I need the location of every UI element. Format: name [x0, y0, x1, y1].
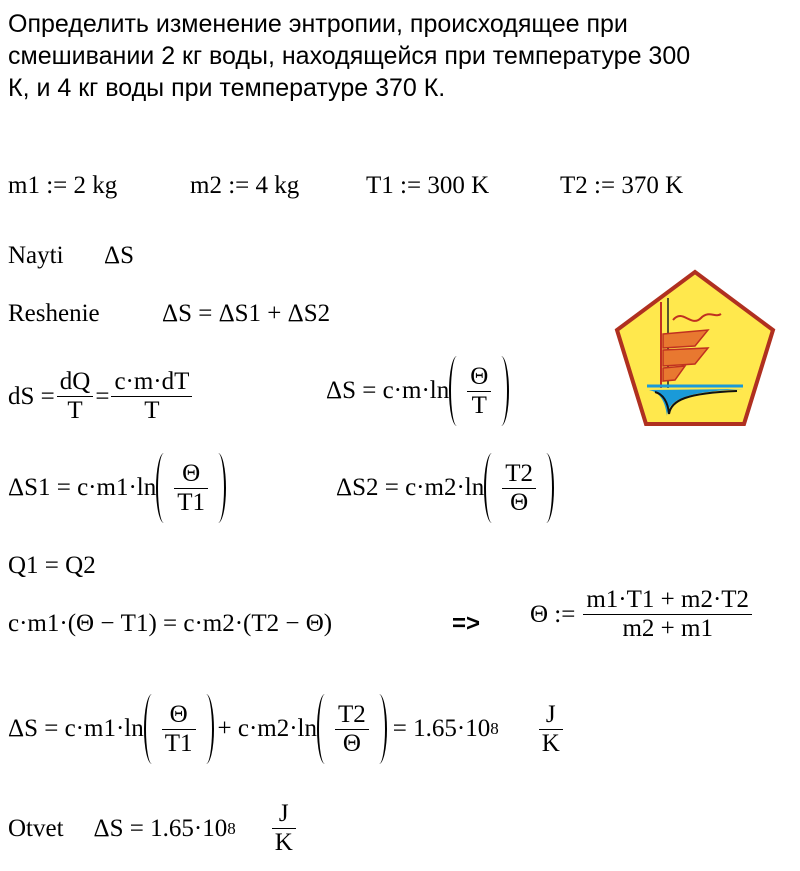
- fraction-numerator: Θ: [467, 363, 491, 392]
- solution-equation: ΔS = ΔS1 + ΔS2: [162, 300, 331, 327]
- theta-formula: [530, 586, 754, 643]
- result-value: = 1.65·10: [392, 715, 491, 742]
- equals-sign: =: [95, 382, 110, 410]
- fraction-denominator: T: [67, 397, 83, 424]
- ds-lhs: dS =: [8, 382, 55, 410]
- theta-lhs: Θ :=: [530, 600, 576, 628]
- given-T2: T2 := 370 K: [560, 172, 684, 199]
- problem-statement: Определить изменение энтропии, происходящее при смешивании 2 кг воды, находящейся при температуре 300 К, и 4 кг воды при температуре 370 К.: [8, 10, 691, 102]
- find-label: Nayti: [8, 242, 64, 269]
- thermodynamics-pentagon-logo-icon: [613, 268, 777, 432]
- fraction-denominator: Θ: [510, 488, 529, 516]
- dq-over-t-fraction: [57, 368, 94, 425]
- fraction-denominator: K: [541, 729, 560, 757]
- delta-s-general-formula: [326, 356, 509, 426]
- fraction-numerator: T2: [502, 460, 536, 489]
- fraction-numerator: Θ: [174, 460, 208, 489]
- fraction-numerator: dQ: [57, 368, 94, 397]
- result-formula: ΔS = c·m1·ln $\frac{\Theta}{T1}$ + c·m2·ln $\frac{T2}{\Theta}$ = 1.65·10 8 $\frac{J}{K}$: [8, 694, 565, 764]
- fraction-numerator: Θ: [162, 701, 196, 730]
- fraction-denominator: Θ: [342, 729, 361, 757]
- fraction-denominator: T1: [164, 729, 193, 757]
- answer-label: Otvet: [8, 814, 64, 842]
- given-m2: m2 := 4 kg: [190, 172, 300, 199]
- answer: Otvet ΔS = 1.65·10 8 $\frac{J}{K}$: [8, 800, 298, 857]
- parenthesized-fraction: [449, 356, 509, 426]
- balance-equation: c·m1·(Θ − T1) = c·m2·(T2 − Θ): [8, 610, 333, 637]
- fraction-numerator: m1·T1 + m2·T2: [583, 586, 752, 615]
- fraction-numerator: T2: [335, 701, 369, 730]
- fraction-numerator: c·m·dT: [111, 368, 192, 397]
- find-value: ΔS: [104, 242, 134, 269]
- delta-s-general-lhs: ΔS = c·m·ln: [326, 377, 450, 404]
- fraction-denominator: m2 + m1: [622, 615, 713, 642]
- delta-s1-formula: [8, 453, 226, 523]
- fraction-denominator: T1: [177, 488, 205, 516]
- delta-s2-formula: [336, 453, 554, 523]
- given-T1: T1 := 300 K: [366, 172, 490, 199]
- result-lhs: ΔS = c·m1·ln: [8, 715, 144, 742]
- given-m1: m1 := 2 kg: [8, 172, 118, 199]
- cmdt-over-t-fraction: [111, 368, 192, 425]
- heat-balance: Q1 = Q2: [8, 552, 96, 579]
- fraction-denominator: K: [274, 829, 293, 856]
- answer-value: ΔS = 1.65·10: [93, 814, 228, 842]
- fraction-numerator: J: [539, 701, 563, 730]
- delta-s2-lhs: ΔS2 = c·m2·ln: [336, 474, 485, 501]
- fraction-numerator: J: [272, 800, 296, 829]
- result-middle: + c·m2·ln: [217, 715, 317, 742]
- fraction-denominator: T: [471, 391, 487, 419]
- answer-unit: [272, 800, 296, 857]
- solution-label: Reshenie: [8, 300, 100, 327]
- fraction-denominator: T: [144, 397, 160, 424]
- ds-definition: [8, 368, 194, 425]
- delta-s1-lhs: ΔS1 = c·m1·ln: [8, 474, 157, 501]
- implies-arrow: =>: [452, 610, 481, 637]
- result-unit: [539, 701, 563, 758]
